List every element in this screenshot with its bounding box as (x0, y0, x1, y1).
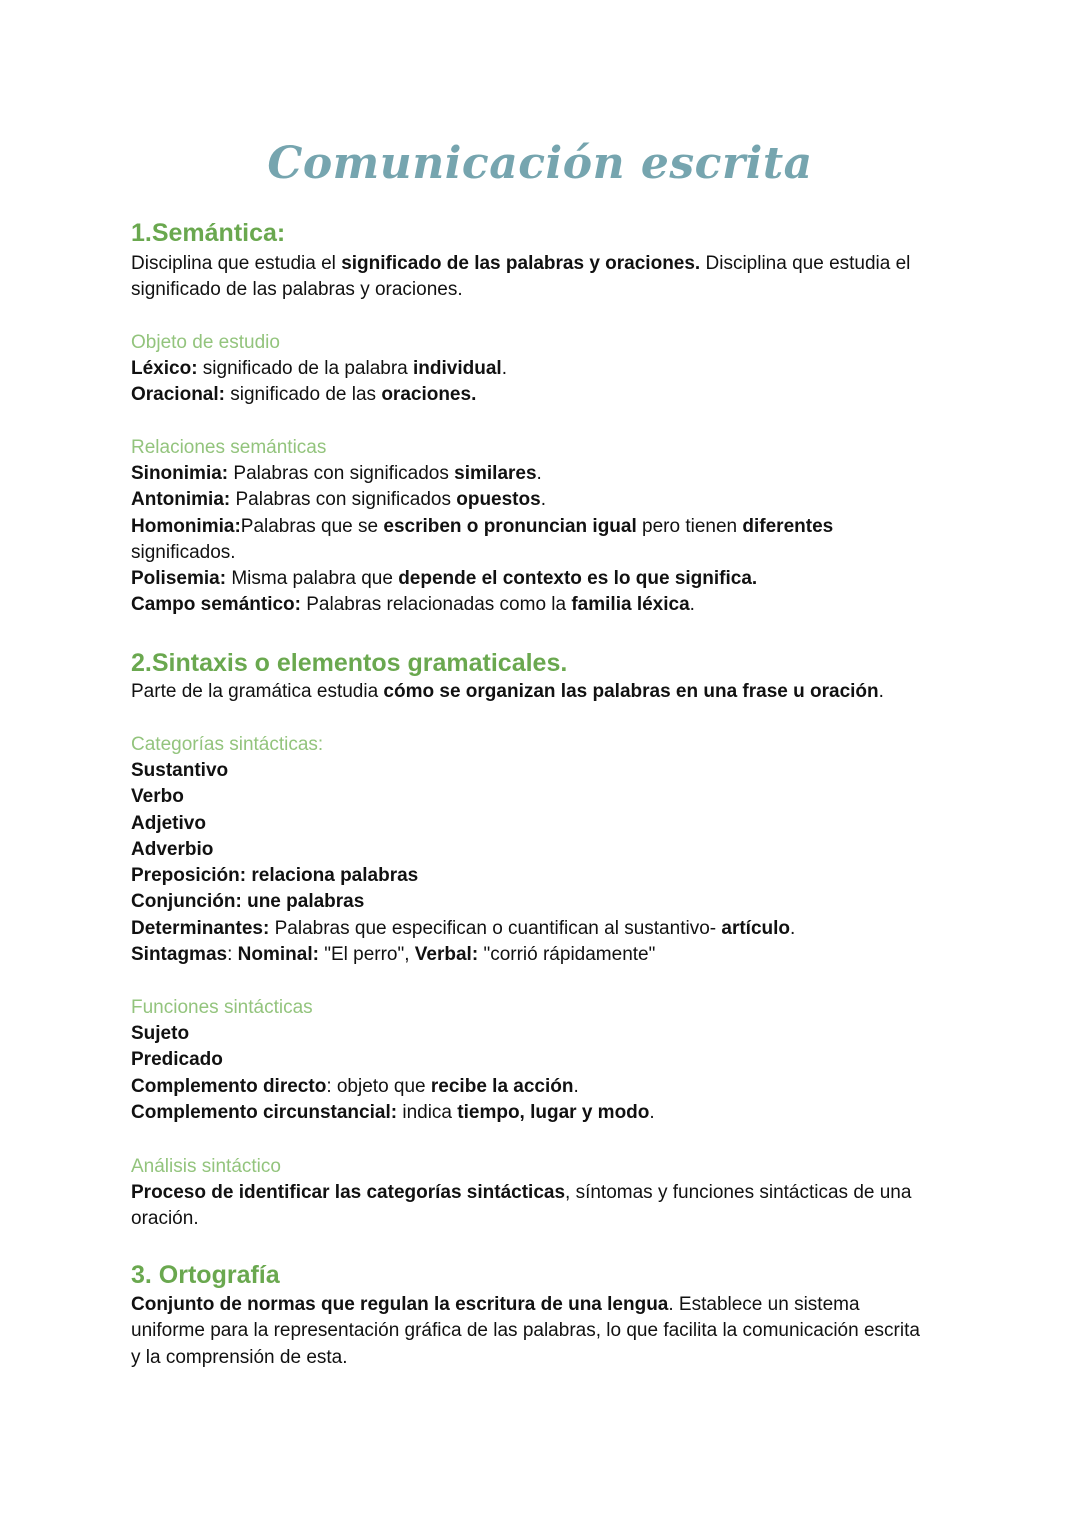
subsection-analisis (131, 1154, 961, 1233)
subsection-funciones (131, 995, 961, 1126)
list-item: Sintagmas: Nominal: "El perro", Verbal: "corrió rápidamente" (131, 944, 656, 966)
list-item: Sustantivo (131, 760, 229, 781)
list-item: Homonimia:Palabras que se escriben o pronuncian igual pero tienen diferentes significados. (131, 515, 834, 563)
list-item: Sujeto (131, 1023, 190, 1044)
subsection-title: Análisis sintáctico (131, 1156, 281, 1177)
list-item: Léxico: significado de la palabra individual. (131, 358, 507, 379)
subsection-title: Relaciones semánticas (131, 437, 327, 458)
subsection-title: Categorías sintácticas: (131, 734, 324, 755)
list-item: Complemento directo: objeto que recibe la acción. (131, 1075, 579, 1097)
section-heading: 2.Sintaxis o elementos gramaticales. (131, 649, 568, 677)
subsection-title: Objeto de estudio (131, 332, 280, 353)
list-item: Verbo (131, 786, 184, 808)
subsection-objeto (131, 330, 961, 409)
paragraph: Conjunto de normas que regulan la escritura de una lengua. Establece un sistema uniforme para la representación gráfica de las palabras, lo que facilita la comunicación escrita y la comprensión de esta. (131, 1294, 920, 1368)
list-item: Adverbio (131, 838, 214, 860)
section-sintaxis (131, 648, 961, 705)
list-item: Sinonimia: Palabras con significados similares. (131, 463, 542, 484)
list-item: Complemento circunstancial: indica tiempo, lugar y modo. (131, 1101, 655, 1123)
paragraph: Disciplina que estudia el significado de las palabras y oraciones. Disciplina que estudia el significado de las palabras y oraciones. (131, 253, 911, 301)
list-item: Adjetivo (131, 812, 206, 834)
subsection-relaciones (131, 435, 961, 619)
list-item: Oracional: significado de las oraciones. (131, 384, 477, 406)
subsection-categorias (131, 732, 961, 968)
page-title: Comunicación escrita (267, 138, 813, 189)
section-heading: 3. Ortografía (131, 1261, 280, 1289)
list-item: Campo semántico: Palabras relacionadas como la familia léxica. (131, 594, 695, 616)
paragraph: Proceso de identificar las categorías sintácticas, síntomas y funciones sintácticas de una oración. (131, 1182, 912, 1230)
section-heading: 1.Semántica: (131, 219, 286, 247)
section-semantica (131, 218, 961, 304)
subsection-title: Funciones sintácticas (131, 997, 313, 1018)
list-item: Conjunción: une palabras (131, 891, 365, 913)
paragraph: Parte de la gramática estudia cómo se organizan las palabras en una frase u oración. (131, 681, 884, 702)
list-item: Preposición: relaciona palabras (131, 865, 419, 887)
list-item: Polisemia: Misma palabra que depende el contexto es lo que significa. (131, 568, 758, 590)
list-item: Determinantes: Palabras que especifican o cuantifican al sustantivo- artículo. (131, 917, 796, 939)
section-ortografia (131, 1260, 961, 1371)
list-item: Predicado (131, 1049, 223, 1071)
list-item: Antonimia: Palabras con significados opuestos. (131, 489, 546, 511)
